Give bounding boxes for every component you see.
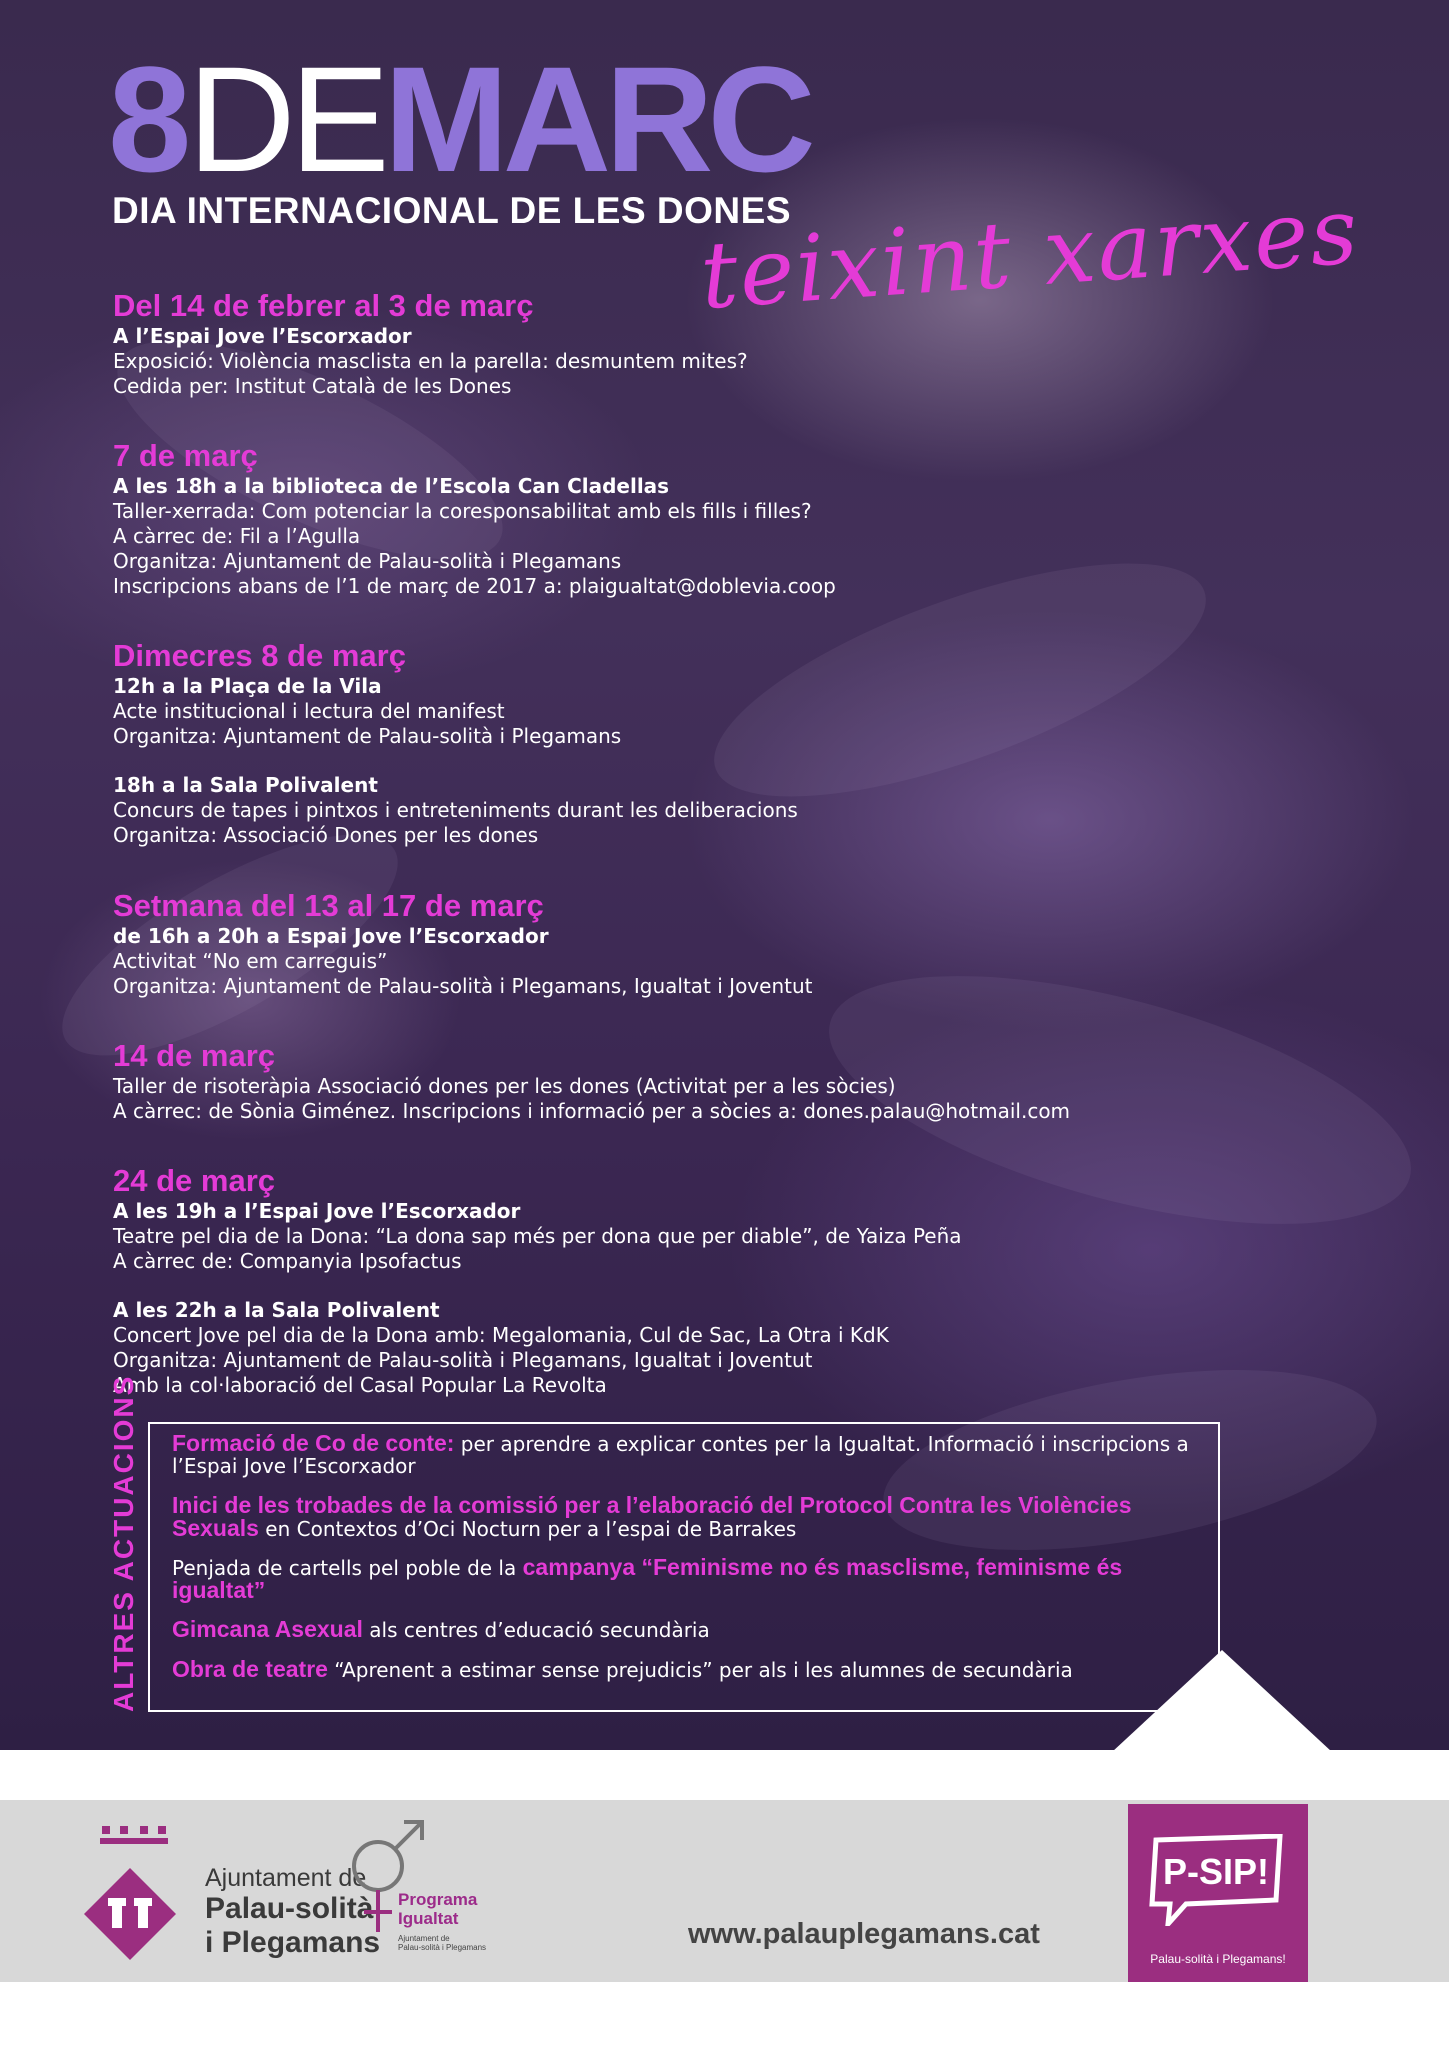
event-line: A càrrec de: Companyia Ipsofactus [113, 1249, 462, 1273]
event-block [113, 1163, 1313, 1398]
event-date: 7 de març [113, 438, 258, 473]
speech-bubble-icon [1146, 1834, 1286, 1926]
event-line: Amb la col·laboració del Casal Popular La Revolta [113, 1373, 607, 1397]
ajuntament-line-2: Palau-solità [205, 1892, 374, 1925]
event-date: Setmana del 13 al 17 de març [113, 888, 544, 923]
event-block [113, 288, 1313, 399]
title-de: DE [187, 35, 384, 203]
event-line: A càrrec: de Sònia Giménez. Inscripcions i informació per a sòcies a: dones.palau@hotmail.com [113, 1099, 1071, 1123]
ajuntament-line-3: i Plegamans [205, 1926, 381, 1959]
event-line: Organitza: Ajuntament de Palau-solità i Plegamans, Igualtat i Joventut [113, 974, 813, 998]
ajuntament-line-1: Ajuntament de [205, 1864, 367, 1892]
other-action-item: Formació de Co de conte: per aprendre a explicar contes per la Igualtat. Informació i inscripcions a l’Espai Jove l’Escorxador [172, 1430, 1189, 1478]
event-line: Teatre pel dia de la Dona: “La dona sap més per dona que per diable”, de Yaiza Peña [113, 1224, 962, 1248]
event-subheading: A l’Espai Jove l’Escorxador [113, 324, 412, 348]
psip-caption: Palau-solità i Plegamans! [1150, 1952, 1286, 1966]
event-line: Taller-xerrada: Com potenciar la coresponsabilitat amb els fills i filles? [113, 499, 812, 523]
event-line: Exposició: Violència masclista en la parella: desmuntem mites? [113, 349, 748, 373]
event-line: Concert Jove pel dia de la Dona amb: Megalomania, Cul de Sac, La Otra i KdK [113, 1323, 889, 1347]
event-date: 14 de març [113, 1038, 275, 1073]
event-line: Activitat “No em carreguis” [113, 949, 388, 973]
psip-logo [1128, 1804, 1308, 1982]
event-line: Organitza: Ajuntament de Palau-solità i Plegamans [113, 549, 622, 573]
event-line: Organitza: Associació Dones per les dones [113, 823, 539, 847]
psip-logo-text: P-SIP! [1162, 1851, 1270, 1892]
other-action-item: Obra de teatre “Aprenent a estimar sense prejudicis” per als i les alumnes de secundària [172, 1656, 1073, 1682]
event-line: Organitza: Ajuntament de Palau-solità i Plegamans [113, 724, 622, 748]
tagline: teixint xarxes [697, 177, 1363, 330]
event-block [113, 1038, 1313, 1124]
event-subheading: A les 22h a la Sala Polivalent [113, 1298, 440, 1322]
action-highlight: Inici de les trobades de la comissió per a l’elaboració del Protocol Contra les Violències Sexuals [172, 1492, 1132, 1541]
title-marc: MARC [383, 35, 810, 203]
event-line: Organitza: Ajuntament de Palau-solità i Plegamans, Igualtat i Joventut [113, 1348, 813, 1372]
programa-igualtat: Programa Igualtat [398, 1890, 478, 1928]
crown-icon [100, 1822, 168, 1850]
event-line: Inscripcions abans de l’1 de març de 2017 a: plaigualtat@doblevia.coop [113, 574, 836, 598]
event-date: Dimecres 8 de març [113, 638, 406, 673]
action-highlight: Gimcana Asexual [172, 1616, 363, 1642]
event-date: Del 14 de febrer al 3 de març [113, 288, 534, 323]
programa-small-text: Ajuntament de Palau-solità i Plegamans [398, 1934, 487, 1952]
event-block [113, 888, 1313, 999]
action-highlight: Formació de Co de conte: [172, 1430, 455, 1456]
event-subheading: A les 18h a la biblioteca de l’Escola Can Cladellas [113, 474, 670, 498]
other-action-item: Inici de les trobades de la comissió per a l’elaboració del Protocol Contra les Violències Sexuals en Contextos d’Oci Nocturn per a l’espai de Barrakes [172, 1492, 1132, 1541]
town-crest-icon [82, 1866, 178, 1962]
subtitle: DIA INTERNACIONAL DE LES DONES [112, 190, 791, 231]
event-subheading: 12h a la Plaça de la Vila [113, 674, 382, 698]
event-block [113, 438, 1313, 599]
event-line: Cedida per: Institut Català de les Dones [113, 374, 512, 398]
other-action-item: Penjada de cartells pel poble de la campanya “Feminisme no és masclisme, feminisme és igualtat” [172, 1554, 1123, 1603]
title-number: 8 [108, 35, 188, 203]
event-subheading: A les 19h a l’Espai Jove l’Escorxador [113, 1199, 521, 1223]
event-subheading: de 16h a 20h a Espai Jove l’Escorxador [113, 924, 549, 948]
action-highlight: campanya “Feminisme no és masclisme, feminisme és igualtat” [172, 1554, 1123, 1603]
other-actions-label: ALTRES ACTUACIONS [108, 1374, 139, 1712]
event-line: Taller de risoteràpia Associació dones per les dones (Activitat per a les sòcies) [113, 1074, 896, 1098]
event-block [113, 638, 1313, 848]
action-highlight: Obra de teatre [172, 1656, 328, 1682]
event-line: Acte institucional i lectura del manifest [113, 699, 505, 723]
event-line: Concurs de tapes i pintxos i entreteniments durant les deliberacions [113, 798, 798, 822]
website-link[interactable]: www.palauplegamans.cat [688, 1918, 1040, 1950]
event-line: A càrrec de: Fil a l’Agulla [113, 524, 361, 548]
main-title [108, 35, 810, 203]
other-action-item: Gimcana Asexual als centres d’educació secundària [172, 1616, 710, 1642]
event-date: 24 de març [113, 1163, 275, 1198]
event-subheading: 18h a la Sala Polivalent [113, 773, 378, 797]
